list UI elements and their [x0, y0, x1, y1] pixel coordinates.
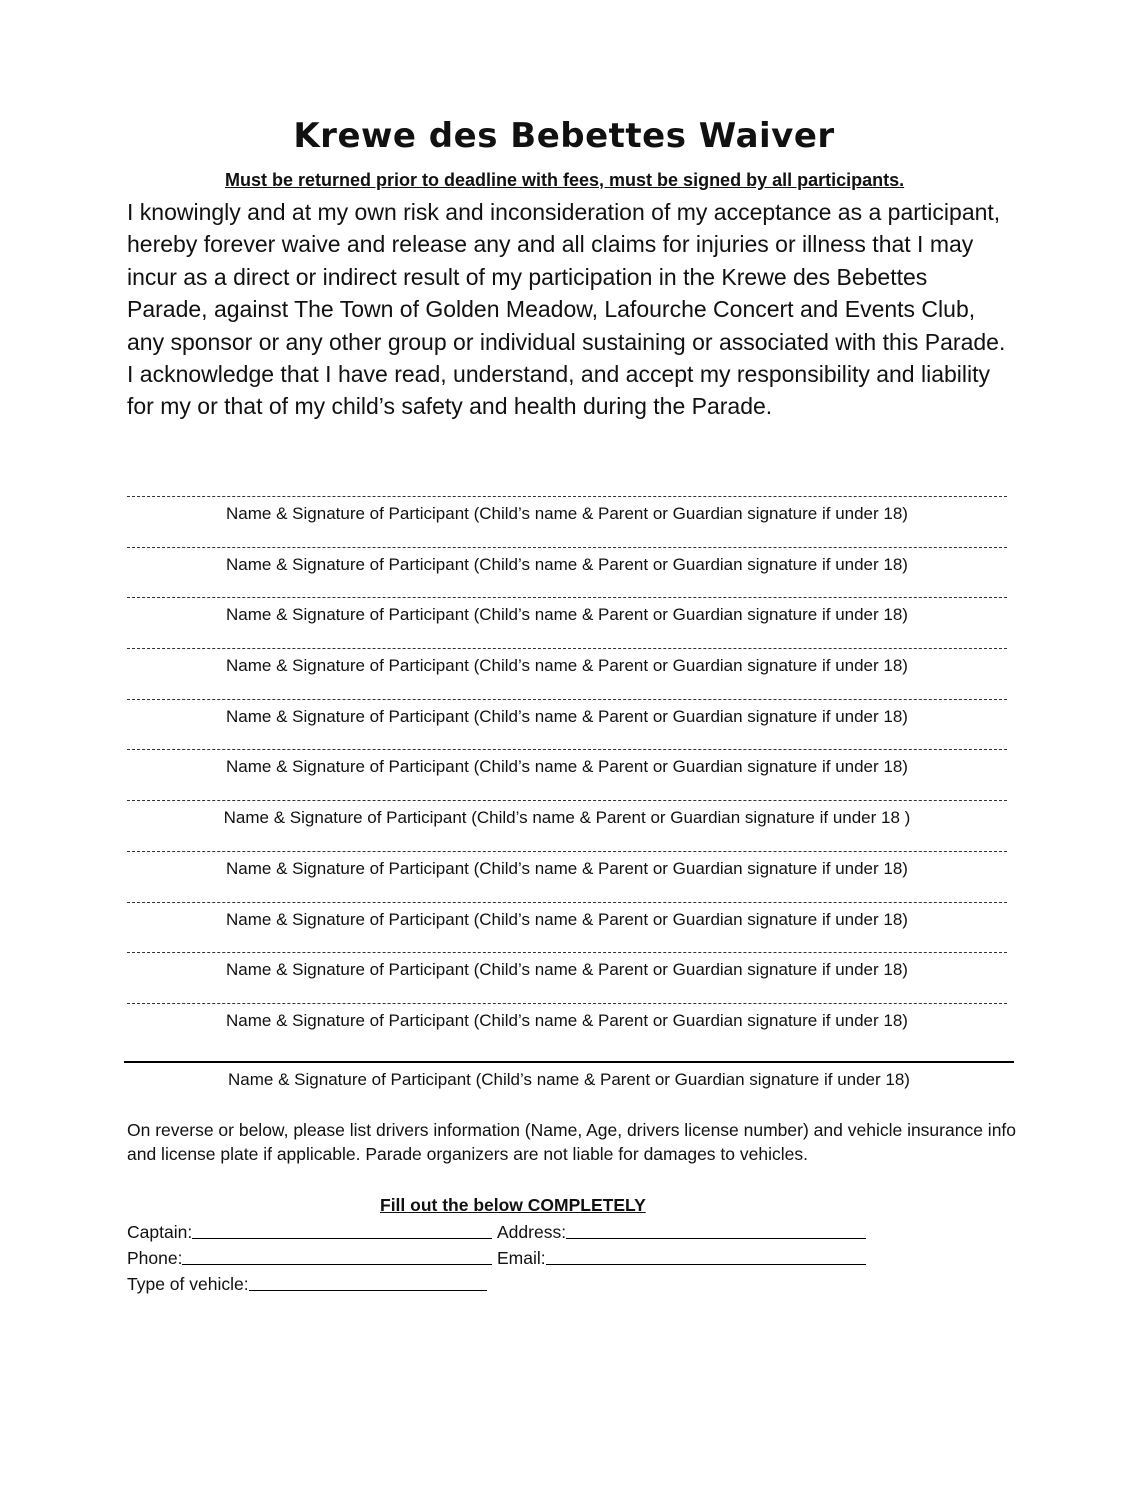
signature-line-2[interactable] [127, 547, 1007, 578]
signature-label: Name & Signature of Participant (Child’s name & Parent or Guardian signature if under 18) [226, 757, 908, 776]
phone-label: Phone: [127, 1248, 183, 1268]
address-label: Address: [497, 1222, 567, 1242]
vehicle-row [127, 1272, 487, 1296]
signature-label: Name & Signature of Participant (Child’s name & Parent or Guardian signature if under 18) [226, 910, 908, 929]
signature-line-8[interactable] [127, 851, 1007, 882]
address-field[interactable] [566, 1220, 866, 1239]
signature-line-7[interactable] [127, 800, 1007, 831]
vehicle-label: Type of vehicle: [127, 1274, 249, 1294]
form-heading: Fill out the below COMPLETELY [380, 1195, 646, 1215]
signature-label: Name & Signature of Participant (Child’s name & Parent or Guardian signature if under 18) [226, 707, 908, 726]
email-label: Email: [497, 1248, 546, 1268]
signature-line-4[interactable] [127, 648, 1007, 679]
document-title: Krewe des Bebettes Waiver [293, 116, 835, 156]
signature-line-3[interactable] [127, 597, 1007, 628]
signature-label: Name & Signature of Participant (Child’s name & Parent or Guardian signature if under 18) [226, 1011, 908, 1030]
signature-label: Name & Signature of Participant (Child’s name & Parent or Guardian signature if under 18) [226, 555, 908, 574]
captain-row [127, 1220, 492, 1244]
signature-line-5[interactable] [127, 699, 1007, 730]
signature-label: Name & Signature of Participant (Child’s name & Parent or Guardian signature if under 18 ) [223, 808, 911, 827]
drivers-note: On reverse or below, please list drivers information (Name, Age, drivers license number) and vehicle insurance info and license plate if applicable. Parade organizers are not liable for damages to vehicles. [127, 1120, 1017, 1164]
phone-field[interactable] [182, 1246, 492, 1265]
address-row [497, 1220, 866, 1244]
signature-label: Name & Signature of Participant (Child’s name & Parent or Guardian signature if under 18) [228, 1070, 910, 1089]
phone-row [127, 1246, 492, 1270]
signature-line-12[interactable] [124, 1061, 1014, 1093]
waiver-text: I knowingly and at my own risk and inconsideration of my acceptance as a participant, hereby forever waive and release any and all claims for injuries or illness that I may incur as a direct or indirect result of my participation in the Krewe des Bebettes Parade, against The Town of Golden Meadow, Lafourche Concert and Events Club, any sponsor or any other group or individual sustaining or associated with this Parade. I acknowledge that I have read, understand, and accept my responsibility and liability for my or that of my child’s safety and health during the Parade. [127, 199, 1006, 420]
signature-line-10[interactable] [127, 952, 1007, 983]
captain-field[interactable] [192, 1220, 492, 1239]
email-field[interactable] [546, 1246, 866, 1265]
signature-label: Name & Signature of Participant (Child’s name & Parent or Guardian signature if under 18) [226, 656, 908, 675]
signature-label: Name & Signature of Participant (Child’s name & Parent or Guardian signature if under 18) [226, 605, 908, 624]
signature-line-11[interactable] [127, 1003, 1007, 1034]
signature-line-6[interactable] [127, 749, 1007, 780]
email-row [497, 1246, 866, 1270]
signature-line-1[interactable] [127, 496, 1007, 527]
signature-label: Name & Signature of Participant (Child’s name & Parent or Guardian signature if under 18) [226, 504, 908, 523]
captain-label: Captain: [127, 1222, 193, 1242]
vehicle-field[interactable] [249, 1272, 487, 1291]
signature-label: Name & Signature of Participant (Child’s name & Parent or Guardian signature if under 18) [226, 859, 908, 878]
document-subtitle: Must be returned prior to deadline with fees, must be signed by all participants. [225, 170, 905, 190]
signature-label: Name & Signature of Participant (Child’s name & Parent or Guardian signature if under 18) [226, 960, 908, 979]
signature-line-9[interactable] [127, 902, 1007, 933]
